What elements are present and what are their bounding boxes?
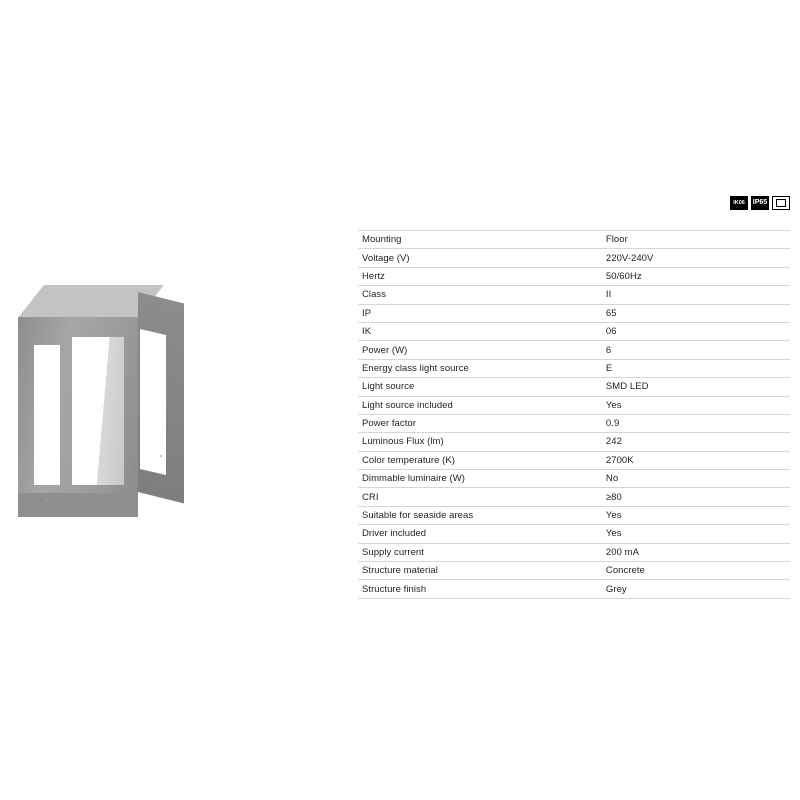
spec-label: Class (358, 286, 600, 304)
table-row (358, 396, 790, 414)
spec-label: Power factor (358, 414, 600, 432)
spec-label: Driver included (358, 525, 600, 543)
spec-value: Yes (600, 396, 790, 414)
spec-value: Grey (600, 580, 790, 598)
table-row (358, 304, 790, 322)
spec-value: E (600, 359, 790, 377)
spec-label: Mounting (358, 231, 600, 249)
table-row (358, 322, 790, 340)
spec-label: Structure finish (358, 580, 600, 598)
spec-label: Luminous Flux (lm) (358, 433, 600, 451)
spec-value: Floor (600, 231, 790, 249)
table-row (358, 249, 790, 267)
lamp-opening-middle (72, 337, 124, 485)
spec-label: IK (358, 322, 600, 340)
spec-value: II (600, 286, 790, 304)
spec-label: Energy class light source (358, 359, 600, 377)
spec-value: 2700K (600, 451, 790, 469)
table-row (358, 470, 790, 488)
spec-label: Light source included (358, 396, 600, 414)
table-row (358, 378, 790, 396)
spec-label: Voltage (V) (358, 249, 600, 267)
spec-label: Hertz (358, 267, 600, 285)
specification-table-body (358, 231, 790, 599)
spec-label: Suitable for seaside areas (358, 506, 600, 524)
spec-value: 6 (600, 341, 790, 359)
spec-value: 65 (600, 304, 790, 322)
spec-value: 06 (600, 322, 790, 340)
table-row (358, 580, 790, 598)
surface-speck (40, 500, 42, 502)
table-row (358, 543, 790, 561)
spec-label: Supply current (358, 543, 600, 561)
spec-value: 0.9 (600, 414, 790, 432)
spec-value: Yes (600, 525, 790, 543)
spec-value: ≥80 (600, 488, 790, 506)
rating-icon-strip (730, 196, 790, 210)
lamp-base (18, 493, 138, 517)
spec-value: Concrete (600, 562, 790, 580)
spec-label: Power (W) (358, 341, 600, 359)
surface-speck (160, 455, 162, 457)
spec-label: CRI (358, 488, 600, 506)
table-row (358, 562, 790, 580)
table-row (358, 286, 790, 304)
ik-rating-icon: IK06 (730, 196, 748, 210)
surface-speck (150, 480, 152, 482)
table-row (358, 488, 790, 506)
table-row (358, 359, 790, 377)
spec-value: SMD LED (600, 378, 790, 396)
lamp-opening-right (140, 329, 166, 475)
table-row (358, 341, 790, 359)
table-row (358, 525, 790, 543)
spec-value: 242 (600, 433, 790, 451)
product-image (0, 0, 330, 310)
table-row (358, 267, 790, 285)
specification-table (358, 230, 790, 599)
spec-label: Color temperature (K) (358, 451, 600, 469)
table-row (358, 433, 790, 451)
concrete-bollard-illustration (10, 285, 185, 540)
spec-value: No (600, 470, 790, 488)
spec-label: IP (358, 304, 600, 322)
spec-label: Dimmable luminaire (W) (358, 470, 600, 488)
class-two-icon (772, 196, 790, 210)
table-row (358, 451, 790, 469)
table-row (358, 506, 790, 524)
spec-label: Light source (358, 378, 600, 396)
spec-value: 200 mA (600, 543, 790, 561)
ip-rating-icon: IP65 (751, 196, 769, 210)
spec-value: Yes (600, 506, 790, 524)
table-row (358, 414, 790, 432)
spec-value: 220V-240V (600, 249, 790, 267)
spec-label: Structure material (358, 562, 600, 580)
lamp-opening-left (34, 345, 60, 485)
table-row (358, 231, 790, 249)
spec-value: 50/60Hz (600, 267, 790, 285)
